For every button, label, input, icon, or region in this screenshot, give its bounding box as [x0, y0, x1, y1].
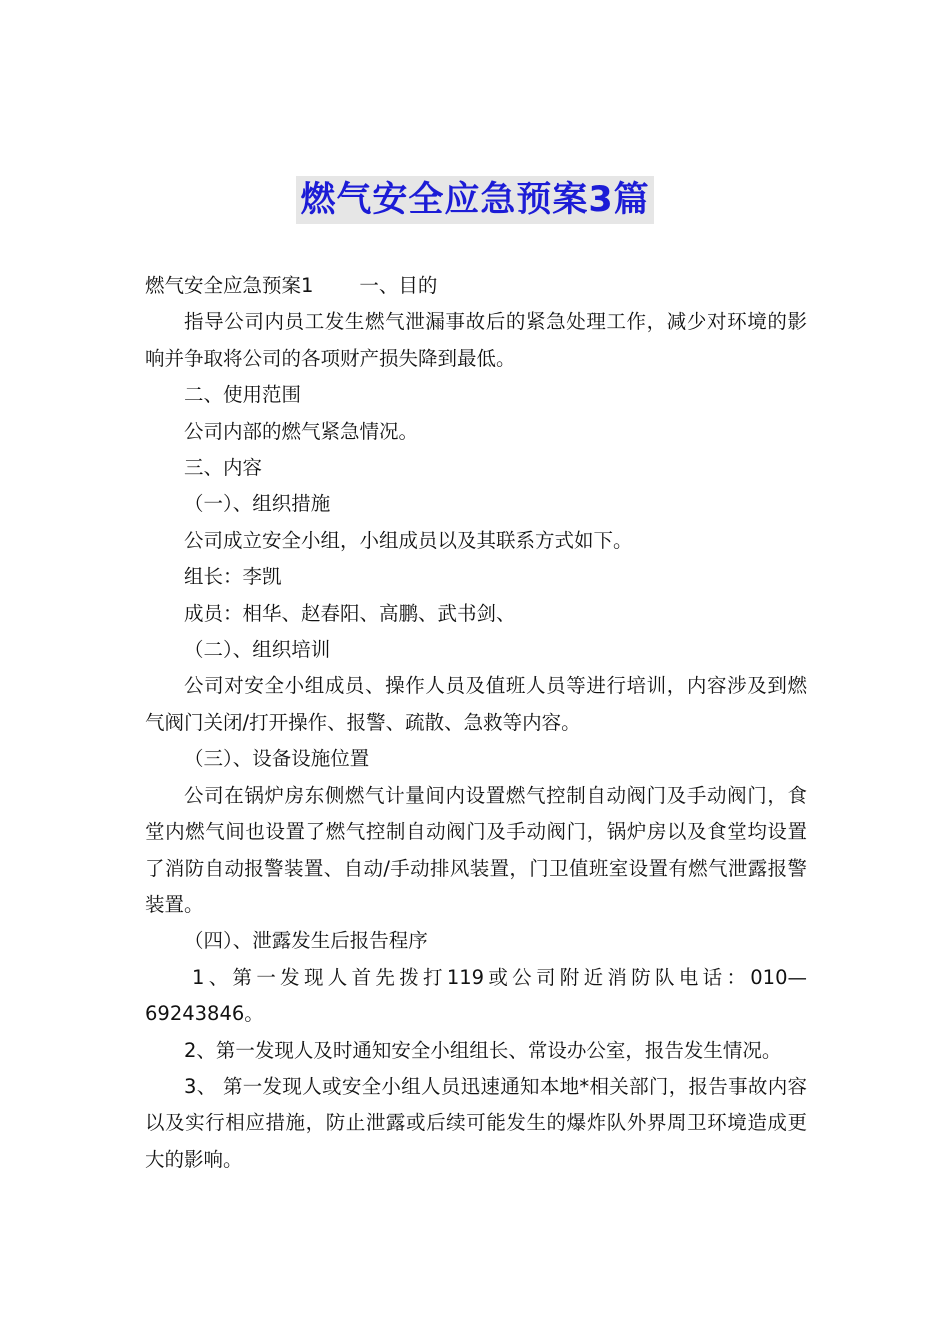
- team-members: 成员：相华、赵春阳、高鹏、武书剑、: [184, 601, 516, 625]
- paragraph-purpose: 指导公司内员工发生燃气泄漏事故后的紧急处理工作，减少对环境的影响并争取将公司的各项财产损失降到最低。: [145, 310, 807, 370]
- title-container: [0, 176, 950, 224]
- step-3: 3、 第一发现人或安全小组人员迅速通知本地*相关部门，报告事故内容以及实行相应措施，防止泄露或后续可能发生的爆炸队外界周卫环境造成更大的影响。: [145, 1074, 807, 1171]
- subsection-organization: （一）、组织措施: [184, 492, 331, 516]
- first-line: [145, 268, 807, 304]
- section-purpose-heading: 一、目的: [359, 274, 438, 297]
- subsection-training: （二）、组织培训: [184, 638, 331, 662]
- step-2: 2、第一发现人及时通知安全小组组长、常设办公室，报告发生情况。: [184, 1038, 782, 1062]
- subsection-equipment: （三）、设备设施位置: [184, 747, 370, 771]
- paragraph-scope: 公司内部的燃气紧急情况。: [184, 419, 419, 443]
- section-content-heading: 三、内容: [184, 456, 263, 480]
- subsection-reporting: （四）、泄露发生后报告程序: [184, 929, 428, 953]
- section-scope-heading: 二、使用范围: [184, 383, 302, 407]
- paragraph-training: 公司对安全小组成员、操作人员及值班人员等进行培训，内容涉及到燃气阀门关闭/打开操作、报警、疏散、急救等内容。: [145, 674, 807, 734]
- document-body: [145, 268, 807, 1178]
- paragraph-organization: 公司成立安全小组，小组成员以及其联系方式如下。: [184, 528, 633, 552]
- paragraph-equipment: 公司在锅炉房东侧燃气计量间内设置燃气控制自动阀门及手动阀门，食堂内燃气间也设置了燃气控制自动阀门及手动阀门，锅炉房以及食堂均设置了消防自动报警装置、自动/手动排风装置，门卫值班室设置有燃气泄露报警装置。: [145, 783, 807, 916]
- document-title: 燃气安全应急预案3篇: [296, 176, 653, 224]
- step-1: 1、第一发现人首先拨打119或公司附近消防队电话：010—69243846。: [145, 965, 807, 1026]
- team-leader: 组长：李凯: [184, 565, 282, 589]
- plan-heading: 燃气安全应急预案1: [145, 274, 314, 297]
